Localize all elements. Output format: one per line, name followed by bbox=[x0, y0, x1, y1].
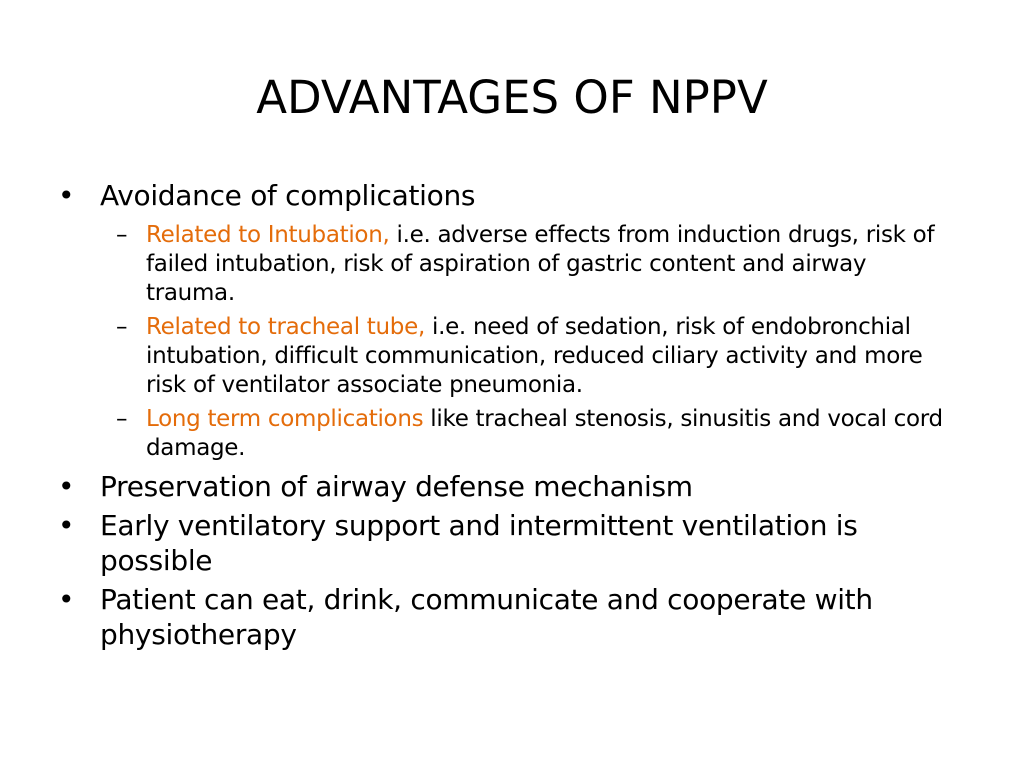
dash-icon: – bbox=[116, 314, 128, 340]
bullet-text: Preservation of airway defense mechanism bbox=[100, 470, 693, 503]
dash-icon: – bbox=[116, 222, 128, 248]
bullet-text: Early ventilatory support and intermittent ventilation is possible bbox=[100, 509, 858, 577]
bullet-point-2 bbox=[58, 469, 958, 504]
sub-point-text: i.e. adverse effects from induction drugs, risk of failed intubation, risk of aspiration of gastric content and airway trauma. bbox=[146, 222, 935, 306]
sub-point-highlight: Long term complications bbox=[146, 406, 424, 432]
sub-list bbox=[58, 221, 958, 463]
sub-point-2 bbox=[58, 313, 958, 400]
sub-point-text: i.e. need of sedation, risk of endobronchial intubation, difficult communication, reduced ciliary activity and more risk of ventilator associate pneumonia. bbox=[146, 314, 923, 398]
bullet-point-3 bbox=[58, 508, 958, 578]
bullet-text: Patient can eat, drink, communicate and cooperate with physiotherapy bbox=[100, 583, 873, 651]
sub-point-1 bbox=[58, 221, 958, 308]
slide-title: ADVANTAGES OF NPPV bbox=[256, 71, 768, 124]
sub-point-highlight: Related to tracheal tube, bbox=[146, 314, 425, 340]
sub-point-highlight: Related to Intubation, bbox=[146, 222, 390, 248]
bullet-icon: • bbox=[58, 470, 75, 503]
sub-point-text: like tracheal stenosis, sinusitis and vocal cord damage. bbox=[146, 406, 943, 461]
bullet-icon: • bbox=[58, 509, 75, 542]
slide-body bbox=[58, 178, 958, 656]
bullet-point-1 bbox=[58, 178, 958, 213]
bullet-point-4 bbox=[58, 582, 958, 652]
sub-point-3 bbox=[58, 405, 958, 463]
bullet-icon: • bbox=[58, 179, 75, 212]
dash-icon: – bbox=[116, 406, 128, 432]
bullet-icon: • bbox=[58, 583, 75, 616]
bullet-text: Avoidance of complications bbox=[100, 179, 476, 212]
